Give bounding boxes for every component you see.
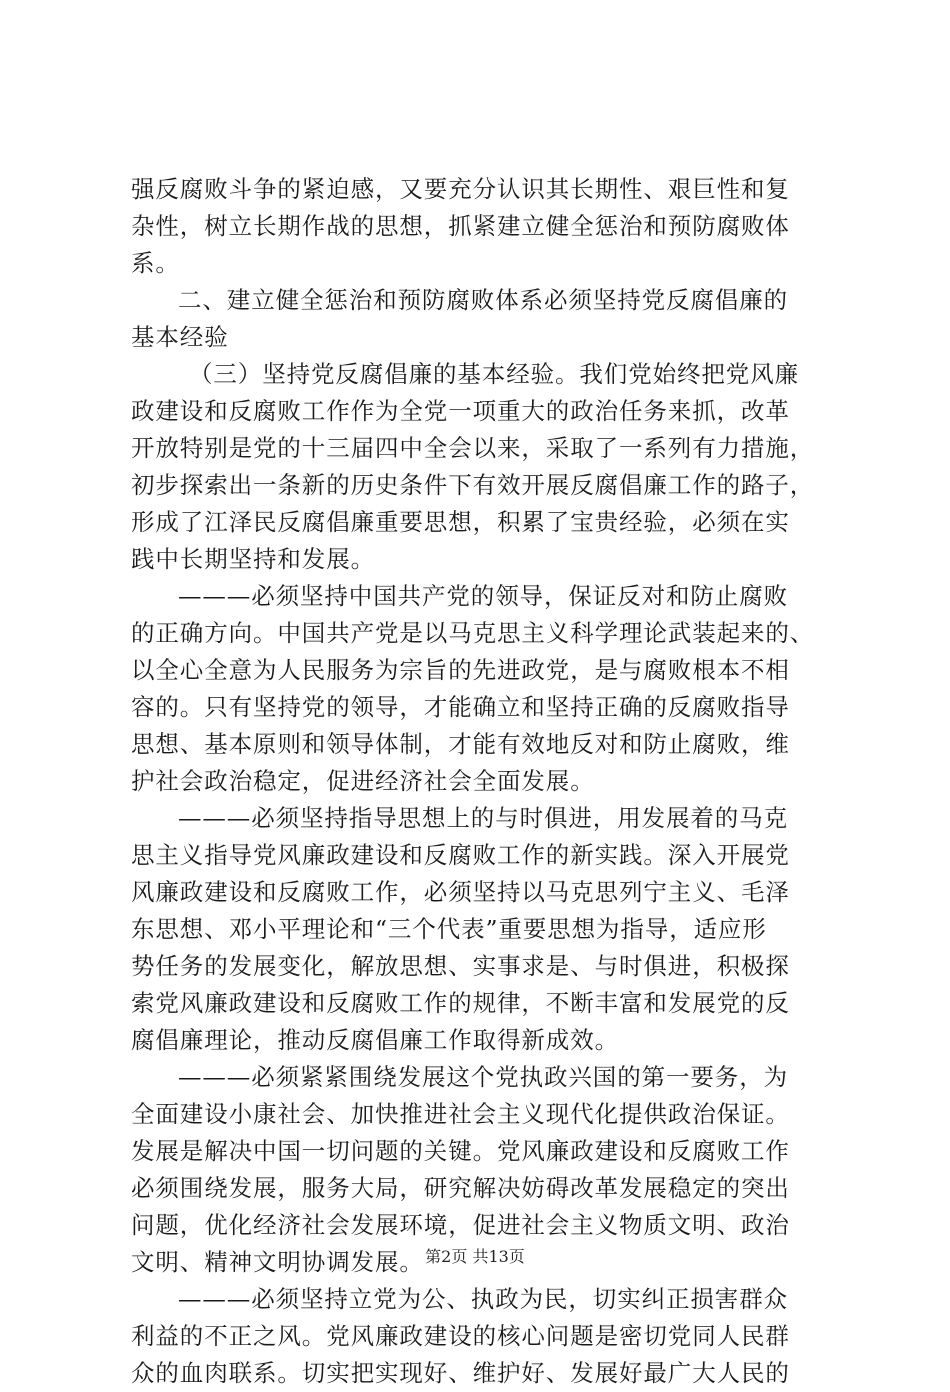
text-line: 文明、精神文明协调发展。 <box>131 1248 424 1276</box>
text-line: ———必须坚持指导思想上的与时俱进，用发展着的马克 <box>178 804 788 832</box>
text-line: 护社会政治稳定，促进经济社会全面发展。 <box>131 767 595 795</box>
text-line: 以全心全意为人民服务为宗旨的先进政党，是与腐败根本不相 <box>131 656 790 684</box>
text-line: 的正确方向。中国共产党是以马克思主义科学理论武装起来的、 <box>131 619 815 647</box>
text-line: 系。 <box>131 249 180 277</box>
text-line: 思主义指导党风廉政建设和反腐败工作的新实践。深入开展党 <box>131 841 790 869</box>
text-line: 必须围绕发展，服务大局，研究解决妨碍改革发展稳定的突出 <box>131 1174 790 1202</box>
section-heading-line: 二、建立健全惩治和预防腐败体系必须坚持党反腐倡廉的 <box>178 286 788 314</box>
text-line: 杂性，树立长期作战的思想，抓紧建立健全惩治和预防腐败体 <box>131 212 790 240</box>
text-line: 容的。只有坚持党的领导，才能确立和坚持正确的反腐败指导 <box>131 693 790 721</box>
page-number-label: 第2页 共13页 <box>425 1247 525 1266</box>
text-line: 践中长期坚持和发展。 <box>131 545 375 573</box>
text-line: 思想、基本原则和领导体制，才能有效地反对和防止腐败，维 <box>131 730 790 758</box>
text-line: 形成了江泽民反腐倡廉重要思想，积累了宝贵经验，必须在实 <box>131 508 790 536</box>
text-line: 风廉政建设和反腐败工作，必须坚持以马克思列宁主义、毛泽 <box>131 878 790 906</box>
text-line: ———必须坚持中国共产党的领导，保证反对和防止腐败 <box>178 582 788 610</box>
text-line: ———必须紧紧围绕发展这个党执政兴国的第一要务，为 <box>178 1063 788 1091</box>
page-footer <box>0 1247 950 1267</box>
text-line: 问题，优化经济社会发展环境，促进社会主义物质文明、政治 <box>131 1211 790 1239</box>
text-line: 腐倡廉理论，推动反腐倡廉工作取得新成效。 <box>131 1026 619 1054</box>
text-line: 政建设和反腐败工作作为全党一项重大的政治任务来抓，改革 <box>131 397 790 425</box>
section-heading-line: 基本经验 <box>131 323 229 351</box>
text-line: 利益的不正之风。党风廉政建设的核心问题是密切党同人民群 <box>131 1322 790 1350</box>
text-line: 开放特别是党的十三届四中全会以来，采取了一系列有力措施， <box>131 434 815 462</box>
document-body <box>131 171 831 1392</box>
text-line: 强反腐败斗争的紧迫感，又要充分认识其长期性、艰巨性和复 <box>131 175 790 203</box>
text-line: ———必须坚持立党为公、执政为民，切实纠正损害群众 <box>178 1285 788 1313</box>
text-line: （三）坚持党反腐倡廉的基本经验。我们党始终把党风廉 <box>189 360 799 388</box>
text-line: 索党风廉政建设和反腐败工作的规律，不断丰富和发展党的反 <box>131 989 790 1017</box>
text-line: 众的血肉联系。切实把实现好、维护好、发展好最广大人民的 <box>131 1359 790 1387</box>
text-line: 全面建设小康社会、加快推进社会主义现代化提供政治保证。 <box>131 1100 790 1128</box>
text-line: 东思想、邓小平理论和“三个代表”重要思想为指导，适应形 <box>131 915 767 943</box>
text-line: 初步探索出一条新的历史条件下有效开展反腐倡廉工作的路子， <box>131 471 815 499</box>
text-line: 发展是解决中国一切问题的关键。党风廉政建设和反腐败工作 <box>131 1137 790 1165</box>
text-line: 势任务的发展变化，解放思想、实事求是、与时俱进，积极探 <box>131 952 790 980</box>
